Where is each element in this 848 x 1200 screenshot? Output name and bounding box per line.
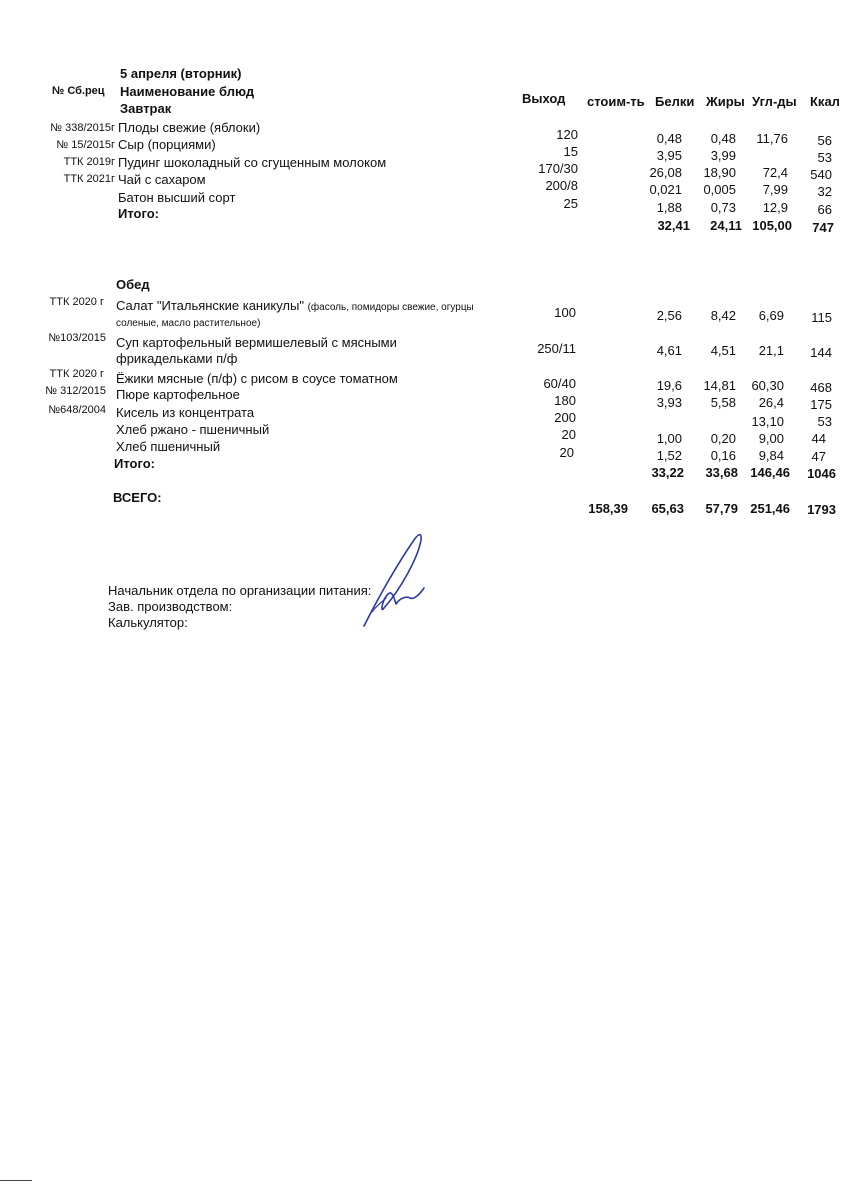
- dish-kcal: 540: [810, 167, 832, 182]
- grand-total-carbs: 251,46: [750, 501, 790, 516]
- dish-output: 15: [563, 144, 578, 159]
- handwritten-signature: [358, 528, 430, 632]
- dish-carbs: 26,4: [758, 395, 784, 410]
- dish-carbs: 7,99: [762, 182, 788, 197]
- dish-fat: 4,51: [710, 343, 736, 358]
- dish-kcal: 468: [810, 380, 832, 395]
- dish-carbs: 13,10: [751, 414, 784, 429]
- dish-output: 250/11: [537, 341, 576, 356]
- name-column-header: Наименование блюд: [120, 84, 255, 99]
- dish-protein: 0,48: [656, 131, 682, 146]
- dish-protein: 3,95: [656, 148, 682, 163]
- dish-fat: 0,20: [710, 431, 736, 446]
- dish-name: Чай с сахаром: [118, 172, 206, 187]
- dish-name: Сыр (порциями): [118, 137, 216, 152]
- grand-total-kcal: 1793: [807, 502, 836, 517]
- dish-fat: 8,42: [710, 308, 736, 323]
- dish-carbs: 11,76: [756, 131, 788, 146]
- salad-ingredients: (фасоль, помидоры свежие, огурцы: [307, 302, 474, 313]
- dish-kcal: 44: [811, 431, 826, 446]
- recipe-code: ТТК 2019г: [63, 156, 115, 168]
- recipe-code: ТТК 2020 г: [49, 296, 104, 308]
- dish-fat: 5,58: [710, 395, 736, 410]
- dish-protein: 0,021: [649, 182, 682, 197]
- dish-kcal: 53: [817, 150, 832, 165]
- dish-output: 180: [554, 393, 576, 408]
- dish-fat: 0,73: [710, 200, 736, 215]
- cost-column-header: стоим-ть: [587, 94, 645, 109]
- code-column-header: № Сб.рец: [52, 85, 105, 97]
- lunch-total-carbs: 146,46: [750, 465, 790, 480]
- dish-carbs: 72,4: [762, 165, 788, 180]
- page-edge-line: [0, 1180, 32, 1181]
- dish-name-continued: фрикадельками п/ф: [116, 351, 238, 366]
- dish-carbs: 12,9: [762, 200, 788, 215]
- head-of-catering-label: Начальник отдела по организации питания:: [108, 583, 372, 598]
- dish-carbs: 6,69: [758, 308, 784, 323]
- dish-name: Пюре картофельное: [116, 387, 240, 402]
- dish-output: 20: [561, 427, 576, 442]
- breakfast-title: Завтрак: [120, 101, 172, 116]
- production-manager-label: Зав. производством:: [108, 599, 233, 614]
- dish-protein: 1,00: [656, 431, 682, 446]
- recipe-code: №103/2015: [48, 332, 106, 344]
- recipe-code: ТТК 2020 г: [49, 368, 104, 380]
- dish-fat: 18,90: [703, 165, 736, 180]
- dish-fat: 0,005: [703, 182, 736, 197]
- grand-total-protein: 65,63: [651, 501, 684, 516]
- dish-protein: 26,08: [649, 165, 682, 180]
- dish-output: 20: [559, 445, 574, 460]
- dish-name: Ёжики мясные (п/ф) с рисом в соусе томатном: [116, 371, 398, 386]
- dish-name: Плоды свежие (яблоки): [118, 120, 261, 135]
- dish-carbs: 9,84: [758, 448, 784, 463]
- dish-protein: 1,88: [656, 200, 682, 215]
- salad-ingredients-continued: соленые, масло растительное): [116, 318, 261, 329]
- breakfast-total-label: Итого:: [118, 206, 159, 221]
- dish-name: Хлеб ржано - пшеничный: [116, 422, 270, 437]
- lunch-total-fat: 33,68: [705, 465, 738, 480]
- dish-name: [116, 298, 474, 315]
- protein-column-header: Белки: [655, 94, 695, 109]
- recipe-code: № 312/2015: [45, 385, 106, 397]
- dish-kcal: 53: [817, 414, 832, 429]
- dish-fat: 0,16: [710, 448, 736, 463]
- dish-kcal: 32: [817, 184, 832, 199]
- grand-total-fat: 57,79: [705, 501, 738, 516]
- dish-kcal: 56: [817, 133, 832, 148]
- dish-output: 60/40: [543, 376, 576, 391]
- grand-total-cost: 158,39: [588, 501, 628, 516]
- breakfast-total-carbs: 105,00: [752, 218, 792, 233]
- dish-kcal: 144: [810, 345, 832, 360]
- dish-kcal: 115: [811, 310, 832, 325]
- output-column-header: Выход: [522, 91, 566, 106]
- lunch-total-protein: 33,22: [651, 465, 684, 480]
- dish-protein: 1,52: [656, 448, 682, 463]
- fat-column-header: Жиры: [706, 94, 745, 109]
- dish-output: 200: [554, 410, 576, 425]
- dish-carbs: 9,00: [758, 431, 784, 446]
- carbs-column-header: Угл-ды: [752, 94, 797, 109]
- lunch-total-kcal: 1046: [807, 466, 836, 481]
- dish-protein: 3,93: [656, 395, 682, 410]
- dish-name: Пудинг шоколадный со сгущенным молоком: [118, 155, 387, 170]
- breakfast-total-kcal: 747: [812, 220, 834, 235]
- dish-fat: 14,81: [703, 378, 736, 393]
- recipe-code: ТТК 2021г: [63, 173, 115, 185]
- dish-fat: 3,99: [710, 148, 736, 163]
- dish-fat: 0,48: [710, 131, 736, 146]
- dish-kcal: 66: [817, 202, 832, 217]
- dish-name: Кисель из концентрата: [116, 405, 255, 420]
- lunch-total-label: Итого:: [114, 456, 155, 471]
- dish-protein: 2,56: [656, 308, 682, 323]
- breakfast-total-fat: 24,11: [710, 218, 742, 233]
- grand-total-label: ВСЕГО:: [113, 490, 162, 505]
- dish-output: 120: [556, 127, 578, 142]
- menu-date: 5 апреля (вторник): [120, 66, 242, 81]
- dish-carbs: 60,30: [751, 378, 784, 393]
- dish-output: 100: [554, 305, 576, 320]
- dish-kcal: 47: [811, 449, 826, 464]
- dish-carbs: 21,1: [758, 343, 784, 358]
- breakfast-total-protein: 32,41: [657, 218, 690, 233]
- recipe-code: №648/2004: [48, 404, 106, 416]
- dish-output: 200/8: [545, 178, 578, 193]
- kcal-column-header: Ккал: [810, 94, 840, 109]
- dish-name: Батон высший сорт: [118, 190, 236, 205]
- salad-name: Салат "Итальянские каникулы": [116, 298, 304, 313]
- dish-protein: 4,61: [656, 343, 682, 358]
- dish-name: Суп картофельный вермишелевый с мясными: [116, 335, 397, 350]
- dish-output: 170/30: [538, 161, 578, 176]
- lunch-title: Обед: [116, 277, 150, 292]
- calculator-label: Калькулятор:: [108, 615, 188, 630]
- dish-output: 25: [563, 196, 578, 211]
- dish-protein: 19,6: [656, 378, 682, 393]
- recipe-code: № 15/2015г: [56, 139, 115, 151]
- recipe-code: № 338/2015г: [50, 122, 115, 134]
- dish-kcal: 175: [810, 397, 832, 412]
- dish-name: Хлеб пшеничный: [116, 439, 221, 454]
